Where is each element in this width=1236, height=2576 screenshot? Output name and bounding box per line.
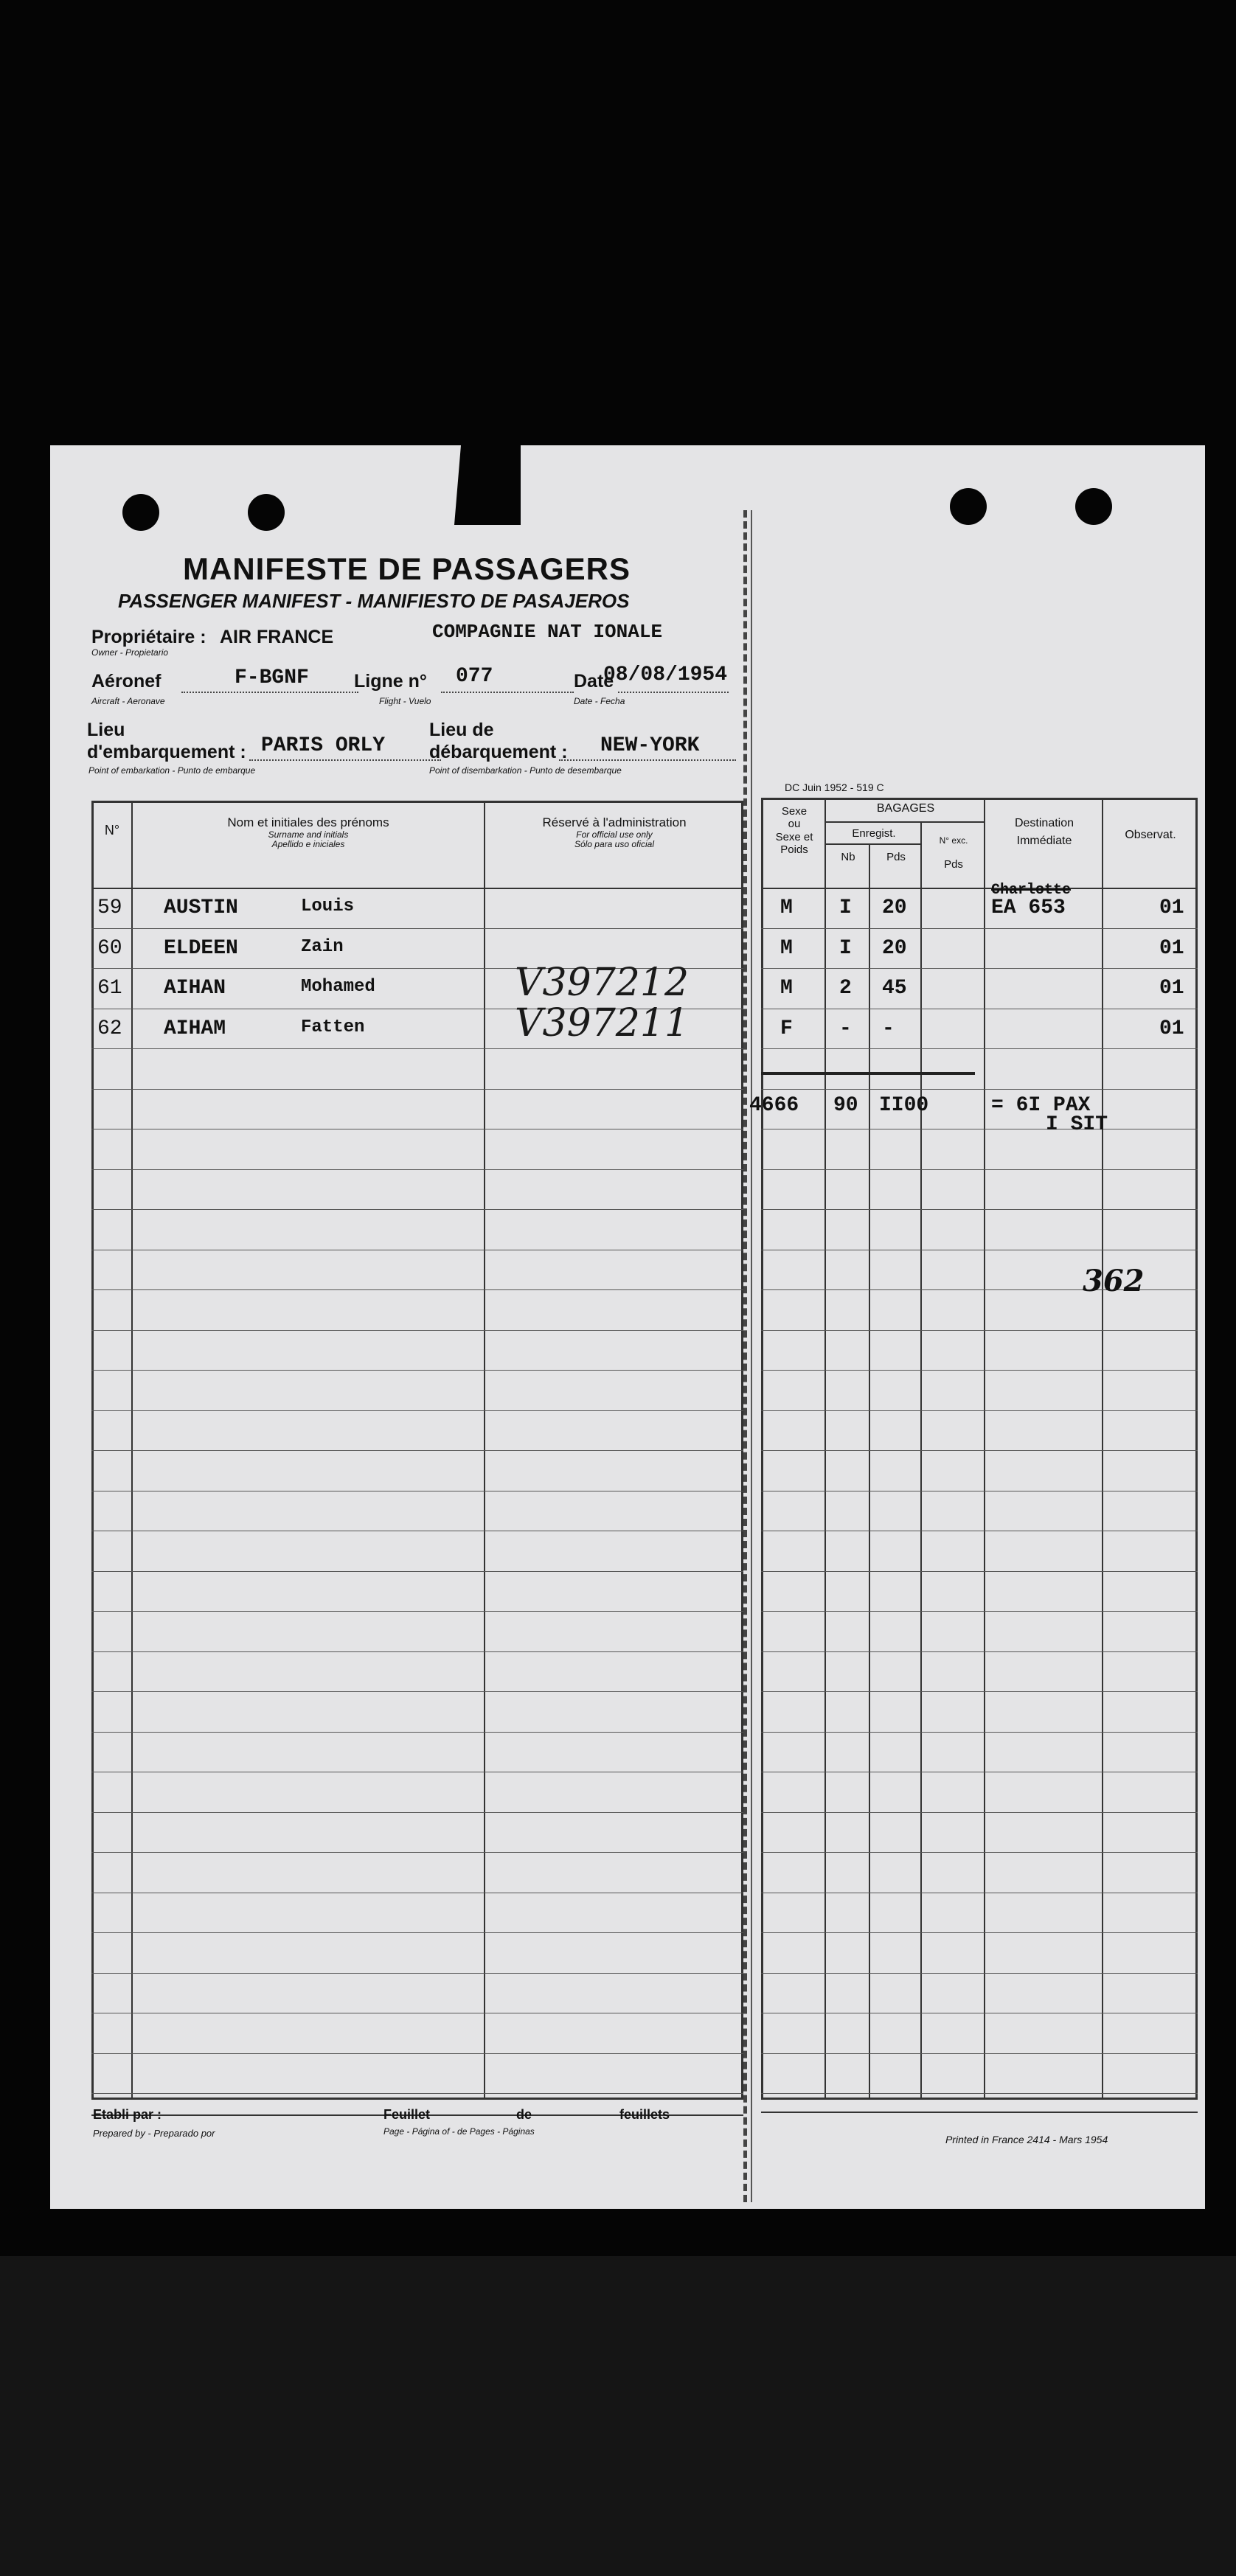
row-surname: AIHAN [164,977,226,1000]
row-rule [761,1048,1198,1049]
aircraft-sub: Aircraft - Aeronave [91,696,165,706]
row-number: 61 [97,977,122,1000]
footer-rule [761,2112,1198,2113]
disembark-label-2: débarquement : [429,742,568,762]
row-rule [761,1571,1198,1572]
row-bag-nb: I [839,897,852,919]
total-pds: II00 [879,1094,929,1117]
row-observ: 01 [1159,1017,1184,1040]
row-rule [91,928,743,929]
flight-underline [441,692,574,693]
binding-notch [454,445,521,525]
flight-sub: Flight - Vuelo [379,696,431,706]
aircraft-underline [181,692,358,693]
prepared-label: Etabli par : [93,2107,162,2122]
owner-sub: Owner - Propietario [91,647,169,658]
page-subtitle: PASSENGER MANIFEST - MANIFIESTO DE PASAJEROS [118,590,630,612]
col-name-sub2: Apellido e iniciales [271,839,345,850]
col-nb-header: Nb [841,851,855,863]
col-sex-4: Poids [780,843,808,856]
totals-rule [761,1072,975,1075]
col-divider [920,821,922,2098]
col-nexc-header: N° exc. [939,835,968,846]
row-bag-nb: 2 [839,977,852,1000]
header-rule [91,888,743,889]
col-divider [869,843,870,2098]
header-rule [824,843,922,845]
col-divider [984,798,985,2098]
row-rule [91,1651,743,1652]
col-pds-header: Pds [886,851,906,863]
stamp-number: 362 [1083,1264,1145,1298]
row-rule [91,1169,743,1170]
row-sex: M [780,977,793,1000]
row-rule [761,1932,1198,1933]
row-rule [761,2053,1198,2054]
row-number: 62 [97,1017,122,1040]
row-rule [91,1691,743,1692]
sheet-label: Feuillet [383,2107,431,2122]
row-rule [91,1089,743,1090]
col-admin-sub1: For official use only [576,829,653,840]
manifest-sheet [50,445,1205,2209]
col-admin-header [485,815,743,850]
row-rule [761,1973,1198,1974]
punch-hole [950,488,987,525]
row-rule [91,1732,743,1733]
flight-value: 077 [456,665,493,688]
total-nb: 90 [833,1094,858,1117]
row-rule [91,1973,743,1974]
row-surname: AUSTIN [164,897,238,919]
row-rule [91,1450,743,1451]
row-sex: F [780,1017,793,1040]
row-rule [761,1732,1198,1733]
row-observ: 01 [1159,977,1184,1000]
disembark-label-1: Lieu de [429,720,494,740]
col-divider [824,798,826,2098]
col-name-sub1: Surname and initials [268,829,349,840]
date-underline [618,692,729,693]
punch-hole [1075,488,1112,525]
date-label: Date [574,671,614,692]
date-sub: Date - Fecha [574,696,625,706]
row-rule [761,1330,1198,1331]
total-weight: 4666 [749,1094,799,1117]
col-dest-header [985,817,1103,849]
row-rule [91,1852,743,1853]
background-band [0,2256,1236,2576]
row-rule [761,1691,1198,1692]
row-rule [91,1571,743,1572]
total-summary-1: = 6I PAX [991,1094,1091,1117]
row-rule [91,1330,743,1331]
perforation-edge [751,510,752,2202]
date-value: 08/08/1954 [603,664,728,686]
row-rule [761,1169,1198,1170]
row-bag-pds: 20 [882,937,907,960]
row-admin-code: V397211 [515,1001,690,1045]
col-dest-1: Destination [1014,817,1074,829]
row-bag-pds: - [882,1017,895,1040]
embark-label-1: Lieu [87,720,125,740]
owner-label: Propriétaire : [91,627,206,647]
col-bagages-header: BAGAGES [876,802,935,815]
row-rule [91,2053,743,2054]
row-rule [761,1651,1198,1652]
printed-note: Printed in France 2414 - Mars 1954 [945,2134,1108,2145]
punch-hole [248,494,285,531]
embark-sub: Point of embarkation - Punto de embarque [88,765,256,776]
header-rule [761,888,1198,889]
row-rule [91,2093,743,2094]
form-ref: DC Juin 1952 - 519 C [785,781,884,793]
row-bag-nb: I [839,937,852,960]
row-rule [761,968,1198,969]
row-rule [761,1370,1198,1371]
row-rule [761,1410,1198,1411]
col-admin-sub2: Sólo para uso oficial [574,839,655,850]
col-admin-main: Réservé à l'administration [542,815,687,829]
row-firstname: Zain [301,937,344,957]
row-rule [761,1209,1198,1210]
header-rule [824,821,985,823]
page-title: MANIFESTE DE PASSAGERS [183,551,631,586]
row-surname: AIHAM [164,1017,226,1040]
row-rule [91,1611,743,1612]
row-rule [761,1450,1198,1451]
col-sex-header [763,805,826,856]
col-dest-2: Immédiate [1016,835,1072,848]
row-rule [91,1209,743,1210]
col-sex-2: ou [788,818,801,831]
row-rule [761,1812,1198,1813]
col-divider [1102,798,1103,2098]
row-bag-pds: 45 [882,977,907,1000]
row-rule [761,1852,1198,1853]
row-rule [91,1932,743,1933]
row-firstname: Mohamed [301,977,375,997]
row-rule [761,2093,1198,2094]
owner-value: AIR FRANCE [220,627,334,647]
sheet-total: feuillets [619,2107,670,2122]
disembark-underline [559,759,736,761]
row-bag-pds: 20 [882,897,907,919]
row-dest: EA 653 [991,897,1066,919]
aircraft-value: F-BGNF [235,666,309,689]
col-name-header [133,815,484,850]
sheet-of: de [516,2107,532,2122]
col-observ-header: Observat. [1125,829,1176,841]
perforation-line [743,510,747,2202]
row-sex: M [780,897,793,919]
row-dest-struck: Charlotte [991,882,1072,899]
owner-typed: COMPAGNIE NAT IONALE [432,621,663,643]
row-surname: ELDEEN [164,937,238,960]
row-firstname: Louis [301,897,355,916]
embark-underline [249,759,441,761]
row-admin-code: V397212 [515,961,690,1005]
row-number: 59 [97,897,122,919]
total-summary-2: I SIT [1046,1113,1108,1136]
punch-hole [122,494,159,531]
row-rule [91,1812,743,1813]
row-observ: 01 [1159,897,1184,919]
embark-value: PARIS ORLY [261,734,386,757]
embark-label-2: d'embarquement : [87,742,246,762]
prepared-sub: Prepared by - Preparado por [93,2128,215,2139]
row-rule [761,1611,1198,1612]
row-rule [91,1410,743,1411]
aircraft-label: Aéronef [91,671,162,692]
disembark-sub: Point of disembarkation - Punto de desembarque [429,765,622,776]
row-rule [91,1370,743,1371]
right-table-frame [761,798,1198,2100]
col-nexc-pds-header: Pds [944,858,963,871]
flight-label: Ligne n° [354,671,427,692]
row-sex: M [780,937,793,960]
col-divider [484,801,485,2098]
row-rule [761,1089,1198,1090]
row-number: 60 [97,937,122,960]
col-divider [131,801,133,2098]
col-name-main: Nom et initiales des prénoms [227,815,389,829]
row-firstname: Fatten [301,1017,365,1037]
row-rule [761,928,1198,929]
row-observ: 01 [1159,937,1184,960]
row-rule [91,1289,743,1290]
col-no-header: N° [104,823,120,838]
col-sex-1: Sexe [781,805,808,818]
col-enregist-header: Enregist. [852,827,896,840]
disembark-value: NEW-YORK [600,734,700,757]
sheet-sub: Page - Página of - de Pages - Páginas [383,2126,535,2137]
row-rule [91,1048,743,1049]
row-bag-nb: - [839,1017,852,1040]
col-sex-3: Sexe et [775,830,813,843]
